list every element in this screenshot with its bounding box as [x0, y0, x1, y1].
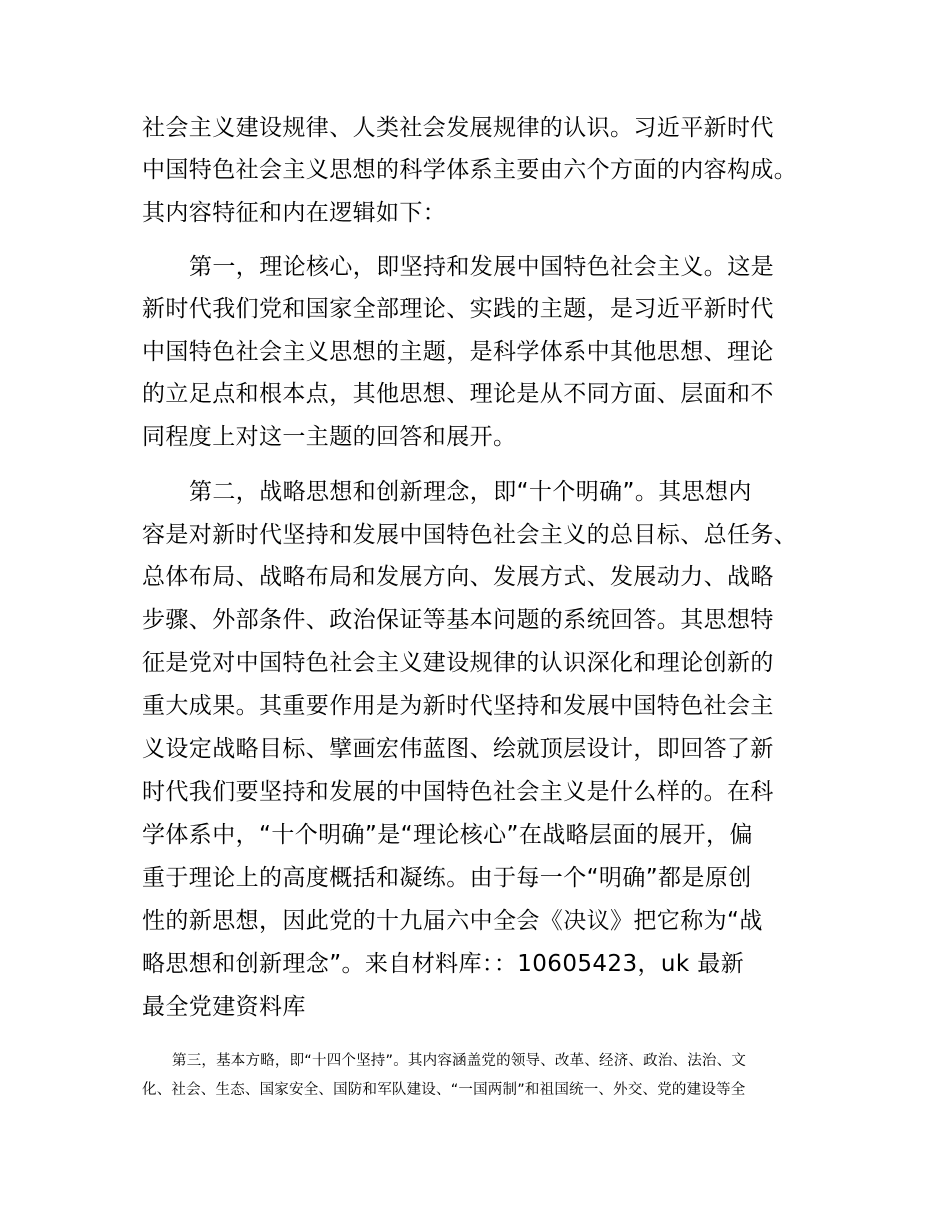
section2-line-13: 最全党建资料库 [142, 994, 306, 1020]
section2-line-8: 时代我们要坚持和发展的中国特色社会主义是什么样的。在科 [142, 779, 774, 805]
section2-line-2: 容是对新时代坚持和发展中国特色社会主义的总目标、总任务、 [142, 522, 798, 548]
section2-line-7: 义设定战略目标、擘画宏伟蓝图、绘就顶层设计，即回答了新 [142, 736, 774, 762]
section2-line-12: 略思想和创新理念”。来自材料库：：10605423，uk 最新 [142, 951, 745, 977]
section3-line-1: 第三，基本方略，即“十四个坚持”。其内容涵盖党的领导、改革、经济、政治、法治、文 [172, 1053, 747, 1069]
section1-line-1: 第一，理论核心，即坚持和发展中国特色社会主义。这是 [189, 254, 774, 280]
section1-line-5: 同程度上对这一主题的回答和展开。 [142, 424, 517, 450]
section3-line-2: 化、社会、生态、国家安全、国防和军队建设、“一国两制”和祖国统一、外交、党的建设等全 [142, 1082, 746, 1098]
section2-line-11: 性的新思想，因此党的十九届六中全会《决议》把它称为“战 [142, 908, 763, 934]
section2-line-9: 学体系中，“十个明确”是“理论核心”在战略层面的展开，偏 [142, 822, 753, 848]
section2-line-10: 重于理论上的高度概括和凝练。由于每一个“明确”都是原创 [142, 865, 752, 891]
intro-line-3: 其内容特征和内在逻辑如下： [142, 200, 447, 226]
section2-line-6: 重大成果。其重要作用是为新时代坚持和发展中国特色社会主 [142, 693, 774, 719]
intro-line-1: 社会主义建设规律、人类社会发展规律的认识。习近平新时代 [142, 115, 774, 141]
section2-line-5: 征是党对中国特色社会主义建设规律的认识深化和理论创新的 [142, 650, 774, 676]
section1-line-2: 新时代我们党和国家全部理论、实践的主题，是习近平新时代 [142, 296, 774, 322]
section1-line-4: 的立足点和根本点，其他思想、理论是从不同方面、层面和不 [142, 381, 774, 407]
section2-line-3: 总体布局、战略布局和发展方向、发展方式、发展动力、战略 [142, 564, 774, 590]
section1-line-3: 中国特色社会主义思想的主题，是科学体系中其他思想、理论 [142, 339, 774, 365]
section2-line-1: 第二，战略思想和创新理念，即“十个明确”。其思想内 [189, 479, 752, 505]
intro-line-2: 中国特色社会主义思想的科学体系主要由六个方面的内容构成。 [142, 157, 798, 183]
section2-line-4: 步骤、外部条件、政治保证等基本问题的系统回答。其思想特 [142, 607, 774, 633]
